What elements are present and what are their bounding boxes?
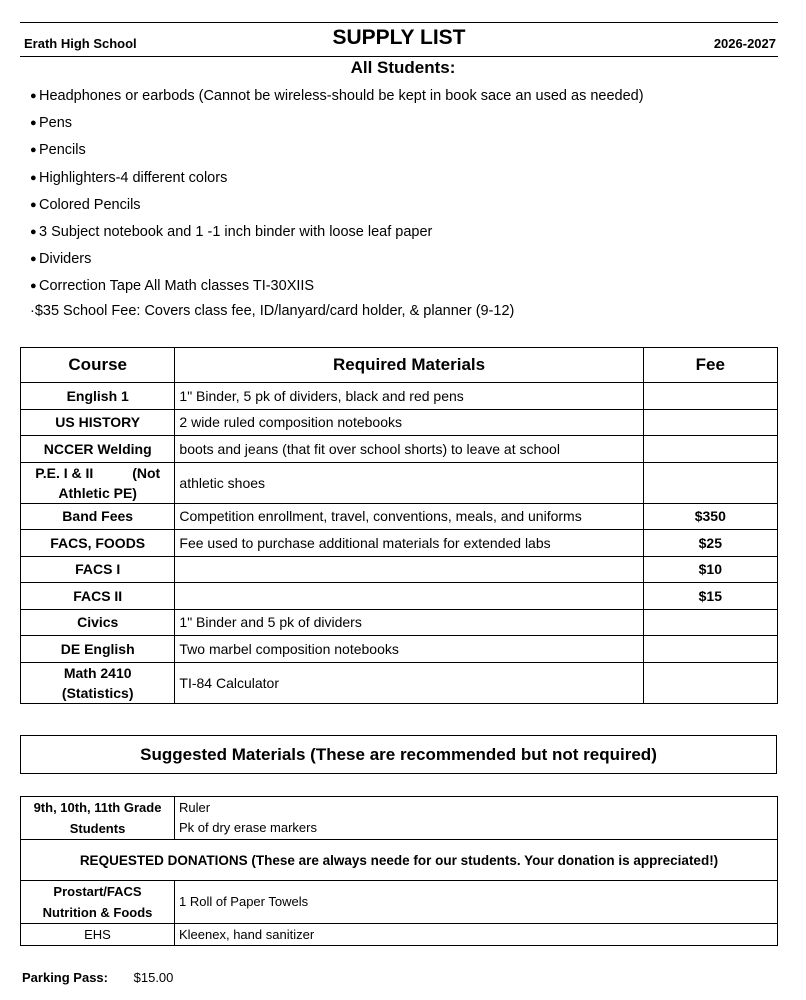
fee-cell: $25 bbox=[643, 530, 777, 557]
fee-cell bbox=[643, 609, 777, 636]
suggested-materials-table bbox=[20, 796, 778, 946]
column-header-fee: Fee bbox=[643, 348, 777, 383]
prostart-item-cell: 1 Roll of Paper Towels bbox=[175, 881, 778, 924]
list-item: ● Pencils bbox=[30, 139, 644, 166]
bullet-icon: ● bbox=[30, 171, 37, 184]
materials-cell: 1" Binder, 5 pk of dividers, black and red pens bbox=[175, 383, 643, 410]
materials-cell: Two marbel composition notebooks bbox=[175, 636, 643, 663]
fee-cell bbox=[643, 436, 777, 463]
donations-heading: REQUESTED DONATIONS (These are always neede for our students. Your donation is appreciated!) bbox=[21, 840, 778, 881]
school-year: 2026-2027 bbox=[713, 36, 776, 51]
course-cell: English 1 bbox=[21, 383, 175, 410]
table-row bbox=[21, 662, 778, 703]
bullet-icon: ● bbox=[30, 144, 37, 157]
school-name: Erath High School bbox=[24, 36, 137, 51]
table-row bbox=[21, 881, 778, 924]
list-item: ● Colored Pencils bbox=[30, 194, 644, 221]
grade-label-cell: 9th, 10th, 11th Grade Students bbox=[21, 797, 175, 840]
table-header-row bbox=[21, 348, 778, 383]
list-item: ● Correction Tape All Math classes TI-30XIIS bbox=[30, 275, 644, 302]
course-cell: FACS II bbox=[21, 583, 175, 610]
bullet-icon: ● bbox=[30, 198, 37, 211]
table-row bbox=[21, 609, 778, 636]
fee-cell bbox=[643, 662, 777, 703]
course-cell: Civics bbox=[21, 609, 175, 636]
fee-cell: $10 bbox=[643, 556, 777, 583]
bullet-icon: ● bbox=[30, 117, 37, 130]
materials-cell: 2 wide ruled composition notebooks bbox=[175, 409, 643, 436]
list-item: ● Highlighters-4 different colors bbox=[30, 167, 644, 194]
ehs-item-cell: Kleenex, hand sanitizer bbox=[175, 924, 778, 946]
list-item: ● Pens bbox=[30, 112, 644, 139]
course-cell: DE English bbox=[21, 636, 175, 663]
table-row bbox=[21, 797, 778, 840]
course-cell: US HISTORY bbox=[21, 409, 175, 436]
fee-cell: $350 bbox=[643, 503, 777, 530]
table-row bbox=[21, 462, 778, 503]
fee-cell bbox=[643, 409, 777, 436]
course-cell: NCCER Welding bbox=[21, 436, 175, 463]
table-row bbox=[21, 636, 778, 663]
fee-cell bbox=[643, 383, 777, 410]
materials-cell bbox=[175, 556, 643, 583]
all-students-heading: All Students: bbox=[350, 58, 456, 77]
course-cell: FACS I bbox=[21, 556, 175, 583]
column-header-course: Course bbox=[21, 348, 175, 383]
suggested-materials-heading: Suggested Materials (These are recommended but not required) bbox=[20, 735, 777, 774]
table-row bbox=[21, 530, 778, 557]
table-row bbox=[21, 556, 778, 583]
prostart-label-cell: Prostart/FACS Nutrition & Foods bbox=[21, 881, 175, 924]
materials-cell: athletic shoes bbox=[175, 462, 643, 503]
course-cell: FACS, FOODS bbox=[21, 530, 175, 557]
table-row bbox=[21, 409, 778, 436]
table-row bbox=[21, 383, 778, 410]
header-rule bbox=[20, 56, 778, 57]
school-fee-line: ·$35 School Fee: Covers class fee, ID/lanyard/card holder, & planner (9-12) bbox=[30, 302, 515, 319]
parking-pass-value: $15.00 bbox=[133, 970, 174, 985]
course-cell: Math 2410 (Statistics) bbox=[21, 662, 175, 703]
list-item: ● Dividers bbox=[30, 248, 644, 275]
list-item: Pk of dry erase markers bbox=[179, 820, 317, 835]
fee-cell: $15 bbox=[643, 583, 777, 610]
course-cell: Band Fees bbox=[21, 503, 175, 530]
document-header bbox=[20, 22, 778, 57]
materials-cell: boots and jeans (that fit over school shorts) to leave at school bbox=[175, 436, 643, 463]
bullet-icon: ● bbox=[30, 90, 37, 102]
table-row bbox=[21, 840, 778, 881]
materials-cell: Fee used to purchase additional materials for extended labs bbox=[175, 530, 643, 557]
column-header-materials: Required Materials bbox=[175, 348, 643, 383]
bullet-icon: ● bbox=[30, 225, 37, 238]
course-cell: P.E. I & II (Not Athletic PE) bbox=[21, 462, 175, 503]
table-row bbox=[21, 503, 778, 530]
ehs-label-cell: EHS bbox=[21, 924, 175, 946]
table-row bbox=[21, 436, 778, 463]
all-students-list bbox=[30, 85, 644, 319]
grade-items-cell bbox=[175, 797, 778, 840]
page-title: SUPPLY LIST bbox=[332, 26, 466, 49]
course-materials-table bbox=[20, 347, 778, 704]
bullet-icon: ● bbox=[30, 280, 37, 293]
list-item: ● Headphones or earbods (Cannot be wireless-should be kept in book sace an used as needed) bbox=[30, 85, 644, 112]
list-item: ● 3 Subject notebook and 1 -1 inch binder with loose leaf paper bbox=[30, 221, 644, 248]
parking-pass bbox=[22, 970, 173, 985]
fee-cell bbox=[643, 462, 777, 503]
materials-cell bbox=[175, 583, 643, 610]
table-row bbox=[21, 924, 778, 946]
materials-cell: TI-84 Calculator bbox=[175, 662, 643, 703]
parking-pass-label: Parking Pass: bbox=[22, 970, 108, 985]
materials-cell: 1" Binder and 5 pk of dividers bbox=[175, 609, 643, 636]
table-row bbox=[21, 583, 778, 610]
materials-cell: Competition enrollment, travel, conventions, meals, and uniforms bbox=[175, 503, 643, 530]
bullet-icon: ● bbox=[30, 253, 37, 266]
list-item: Ruler bbox=[179, 800, 211, 815]
fee-cell bbox=[643, 636, 777, 663]
